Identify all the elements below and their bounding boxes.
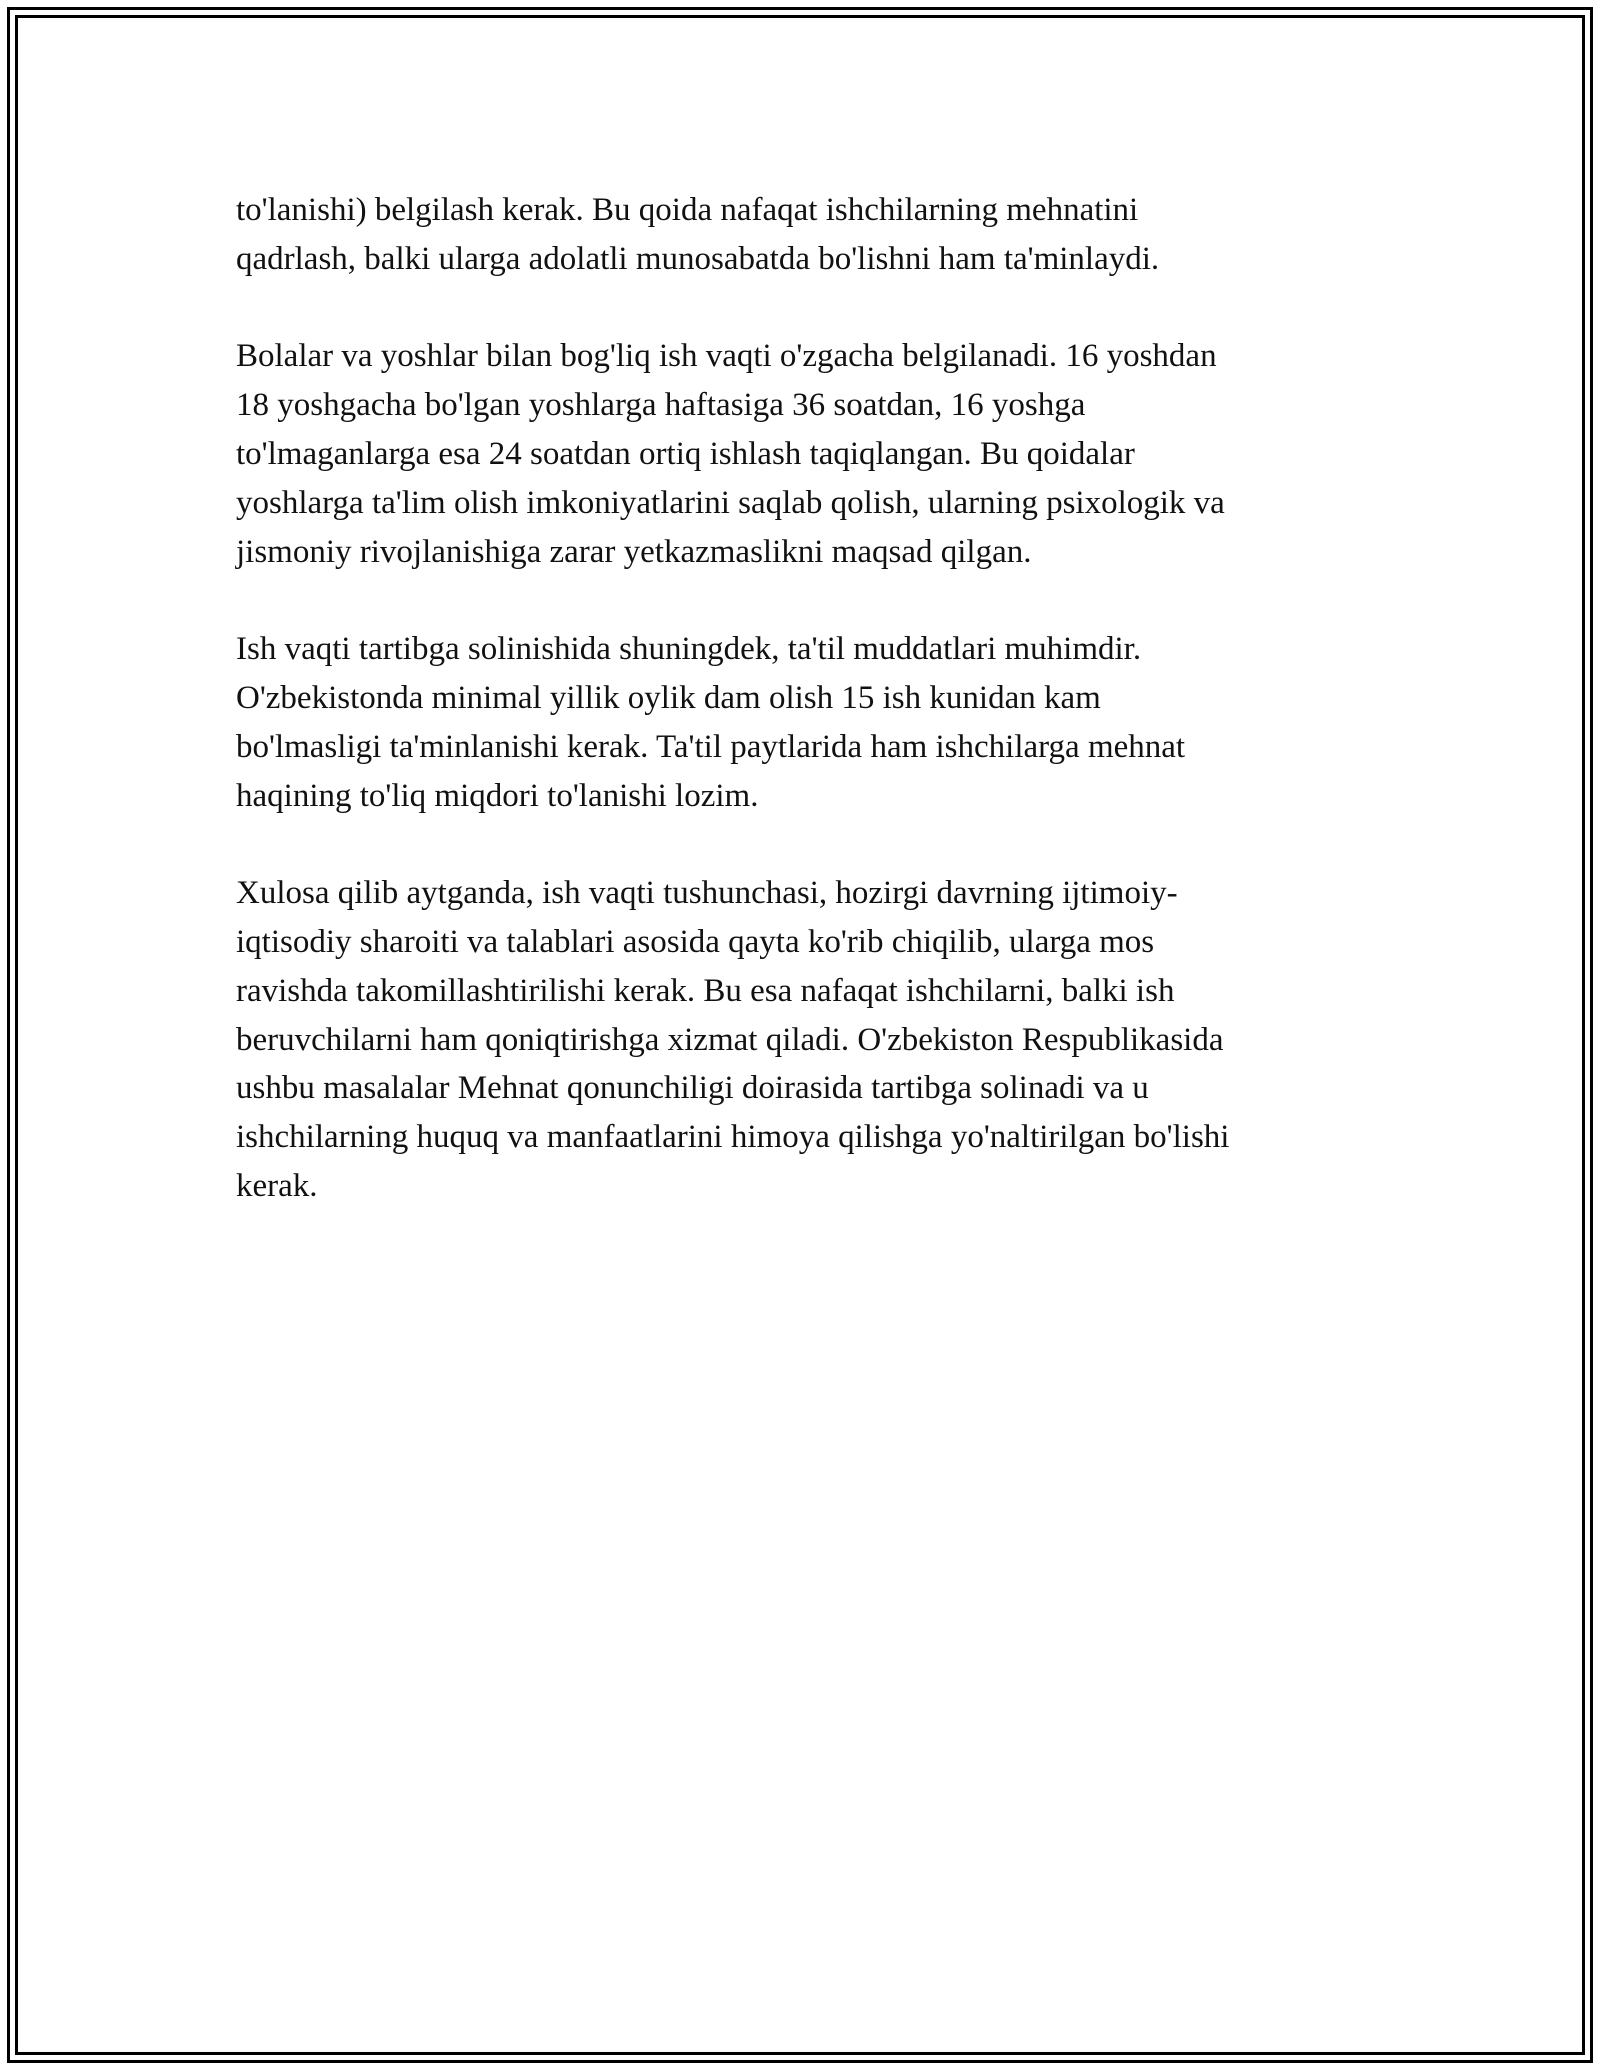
text-line: qadrlash, balki ularga adolatli munosabatda bo'lishni ham ta'minlaydi. (236, 240, 1160, 277)
text-line: 18 yoshgacha bo'lgan yoshlarga haftasiga 36 soatdan, 16 yoshga (236, 387, 1086, 424)
text-line: to'lanishi) belgilash kerak. Bu qoida nafaqat ishchilarning mehnatini (236, 192, 1139, 228)
text-line: Xulosa qilib aytganda, ish vaqti tushunchasi, hozirgi davrning ijtimoiy- (236, 875, 1178, 912)
text-line: bo'lmasligi ta'minlanishi kerak. Ta'til paytlarida ham ishchilarga mehnat (236, 728, 1186, 765)
text-line: ravishda takomillashtirilishi kerak. Bu esa nafaqat ishchilarni, balki ish (236, 972, 1175, 1009)
paragraph (236, 186, 1366, 284)
text-line: iqtisodiy sharoiti va talablari asosida qayta ko'rib chiqilib, ularga mos (236, 923, 1155, 960)
text-line: to'lmaganlarga esa 24 soatdan ortiq ishlash taqiqlangan. Bu qoidalar (236, 435, 1135, 472)
paragraph (236, 332, 1366, 576)
text-line: haqining to'liq miqdori to'lanishi lozim. (236, 777, 759, 814)
text-line: kerak. (236, 1167, 318, 1204)
paragraph (236, 625, 1366, 820)
paragraph (236, 869, 1366, 1211)
text-line: yoshlarga ta'lim olish imkoniyatlarini saqlab qolish, ularning psixologik va (236, 484, 1225, 521)
text-line: jismoniy rivojlanishiga zarar yetkazmaslikni maqsad qilgan. (236, 533, 1032, 570)
text-line: Bolalar va yoshlar bilan bog'liq ish vaqti o'zgacha belgilanadi. 16 yoshdan (236, 338, 1217, 375)
text-line: beruvchilarni ham qoniqtirishga xizmat qiladi. O'zbekiston Respublikasida (236, 1021, 1224, 1058)
document-body (236, 186, 1366, 1211)
text-line: Ish vaqti tartibga solinishida shuningdek, ta'til muddatlari muhimdir. (236, 631, 1142, 668)
text-line: ishchilarning huquq va manfaatlarini himoya qilishga yo'naltirilgan bo'lishi (236, 1119, 1230, 1156)
text-line: ushbu masalalar Mehnat qonunchiligi doirasida tartibga solinadi va u (236, 1070, 1149, 1107)
text-line: O'zbekistonda minimal yillik oylik dam olish 15 ish kunidan kam (236, 679, 1101, 716)
